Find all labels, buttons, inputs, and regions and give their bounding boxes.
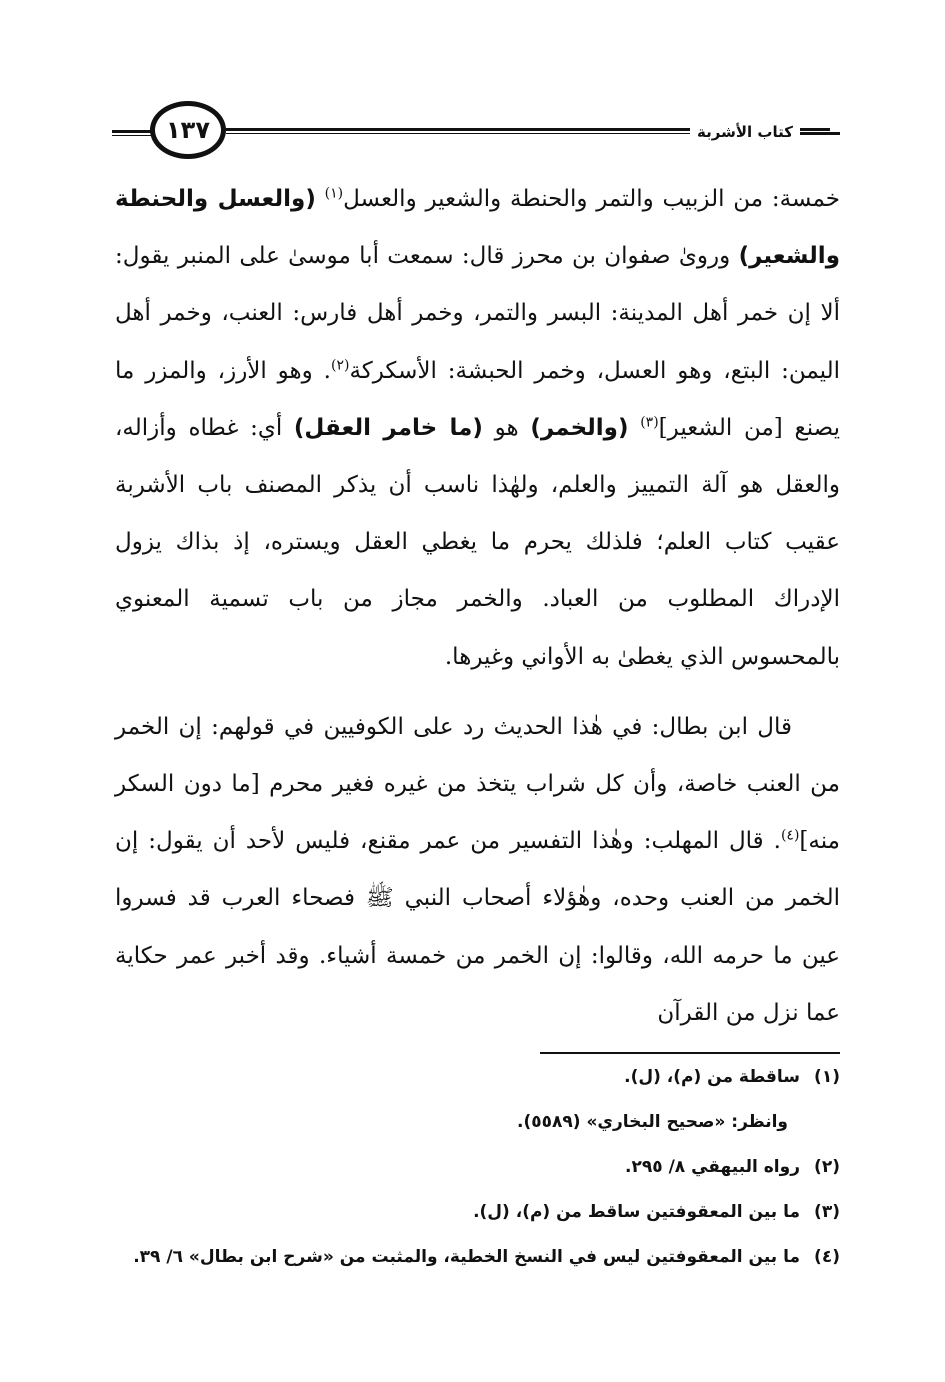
main-text <box>115 171 840 1042</box>
footnote-ref-1: (١) <box>324 185 344 202</box>
bold-phrase-3: (ما خامر العقل) <box>293 414 483 441</box>
bold-phrase-2: (والخمر) <box>530 414 629 441</box>
footnote-ref-4: (٤) <box>780 827 800 844</box>
bold-phrase-1: (والعسل والحنطة والشعير) <box>115 186 840 270</box>
paragraph-1: خمسة: من الزبيب والتمر والحنطة والشعير والعسل$^{(١)}$ (والعسل والحنطة والشعير) وروىٰ صفوان بن محرز قال: سمعت أبا موسىٰ على المنبر يقول: ألا إن خمر أهل المدينة: البسر والتمر، وخمر أهل فارس: العنب، وخمر أهل اليمن: البتع، وهو العسل، وخمر الحبشة: الأسكركة$^{(٢)}$. وهو الأرز، والمزر ما يصنع [من الشعير]$^{(٣)}$ (والخمر) هو (ما خامر العقل) أي: غطاه وأزاله، والعقل هو آلة التمييز والعلم، ولهٰذا ناسب أن يذكر المصنف باب الأشربة عقيب كتاب العلم؛ فلذلك يحرم ما يغطي العقل ويستره، إذ بذاك يزول الإدراك المطلوب من العباد. والخمر مجاز من باب تسمية المعنوي بالمحسوس الذي يغطىٰ به الأواني وغيرها. <box>115 185 841 670</box>
paragraph-2: قال ابن بطال: في هٰذا الحديث رد على الكوفيين في قولهم: إن الخمر من العنب خاصة، وأن كل شراب يتخذ من غيره فغير محرم [ما دون السكر منه]$^{(٤)}$. قال المهلب: وهٰذا التفسير من عمر مقنع، فليس لأحد أن يقول: إن الخمر من العنب وحده، وهٰؤلاء أصحاب النبي ﷺ فصحاء العرب قد فسروا عين ما حرمه الله، وقالوا: إن الخمر من خمسة أشياء. وقد أخبر عمر حكاية عما نزل من القرآن <box>115 713 840 1026</box>
page-number: ١٣٧ <box>150 101 226 159</box>
footnote-3: (٣)ما بين المعقوفتين ساقط من (م)، (ل). <box>473 1202 840 1222</box>
footnote-ref-3: (٣) <box>640 414 659 431</box>
footnote-ref-2: (٢) <box>330 356 350 373</box>
footnotes <box>110 1067 840 1292</box>
footnote-separator <box>540 1052 840 1054</box>
running-title: كتاب الأشربة <box>690 122 800 142</box>
footnote-1-continued: وانظر: «صحيح البخاري» (٥٥٨٩). <box>517 1112 788 1132</box>
footnote-1: (١)ساقطة من (م)، (ل). <box>624 1067 840 1087</box>
footnote-2: (٢)رواه البيهقي ٨/ ٢٩٥. <box>625 1157 840 1177</box>
footnote-4: (٤)ما بين المعقوفتين ليس في النسخ الخطية، والمثبت من «شرح ابن بطال» ٦/ ٣٩. <box>133 1247 840 1267</box>
